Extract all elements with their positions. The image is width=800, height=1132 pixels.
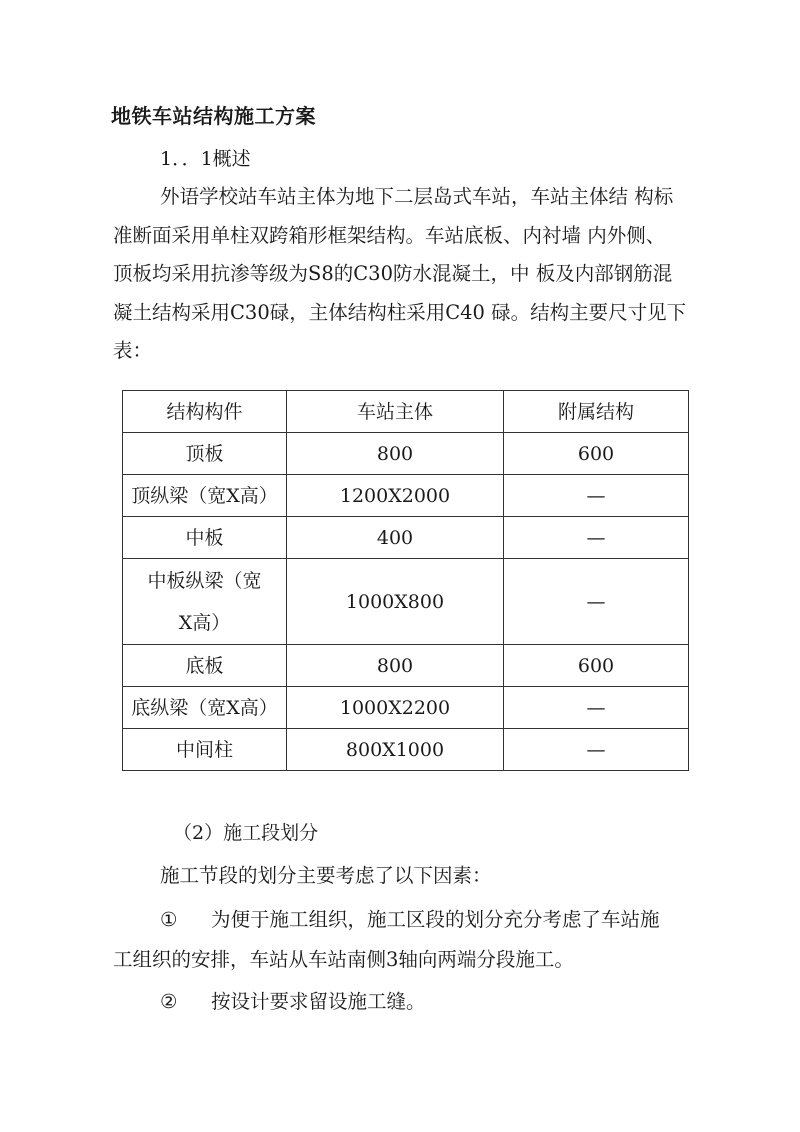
table-header-cell: 附属结构 [504,391,689,433]
list-item-1 [113,900,733,980]
table-row [123,517,689,559]
table-row [123,687,689,729]
list-marker: ② [160,990,178,1013]
table-cell: 中间柱 [123,729,287,771]
table-cell: 800X1000 [287,729,504,771]
table-cell: 底板 [123,645,287,687]
table-cell: 中板纵梁（宽X高） [123,559,287,645]
paragraph-line: 准断面采用单柱双跨箱形框架结构。车站底板、内衬墙 内外侧、 [113,223,666,247]
paragraph-line: 外语学校站车站主体为地下二层岛式车站，车站主体结 构标 [160,185,674,208]
table-cell: — [504,729,689,771]
table-cell: 600 [504,645,689,687]
list-item-text: 为便于施工组织，施工区段的划分充分考虑了车站施 [211,908,660,931]
table-header-cell: 结构构件 [123,391,287,433]
table-cell: — [504,517,689,559]
table-cell: 400 [287,517,504,559]
table-header-cell: 车站主体 [287,391,504,433]
table-cell: 1000X800 [287,559,504,645]
table-cell: 中板 [123,517,287,559]
table-row [123,559,689,645]
table-cell: 1200X2000 [287,475,504,517]
table-cell: 800 [287,645,504,687]
table-row [123,645,689,687]
table-cell: — [504,687,689,729]
list-item-text: 按设计要求留设施工缝。 [211,990,426,1013]
overview-paragraph [113,178,713,371]
structure-dimension-table [122,390,689,771]
section-heading-segmentation: （2）施工段划分 [173,822,319,844]
section-heading-overview: 1．．1概述 [160,148,251,170]
paragraph-line: 凝土结构采用C30碌，主体结构柱采用C40 碌。结构主要尺寸见下 [113,300,687,324]
table-cell: 800 [287,433,504,475]
table-row [123,433,689,475]
table-cell: — [504,475,689,517]
table-row [123,729,689,771]
list-item-2 [160,986,426,1014]
table-cell: 顶纵梁（宽X高） [123,475,287,517]
table-cell: 1000X2200 [287,687,504,729]
table-cell: 顶板 [123,433,287,475]
intro-text: 施工节段的划分主要考虑了以下因素： [160,864,492,887]
table-header-row [123,391,689,433]
table-cell: 底纵梁（宽X高） [123,687,287,729]
paragraph-line: 表： [113,339,153,362]
table-row [123,475,689,517]
list-item-line: 工组织的安排，车站从车站南侧3轴向两端分段施工。 [113,948,574,971]
document-title: 地铁车站结构施工方案 [111,104,316,128]
list-marker: ① [160,908,178,931]
paragraph-line: 顶板均采用抗渗等级为S8的C30防水混凝土，中 板及内部钢筋混 [113,262,673,285]
list-item-line [113,900,733,940]
table-cell: 600 [504,433,689,475]
table-cell: — [504,559,689,645]
